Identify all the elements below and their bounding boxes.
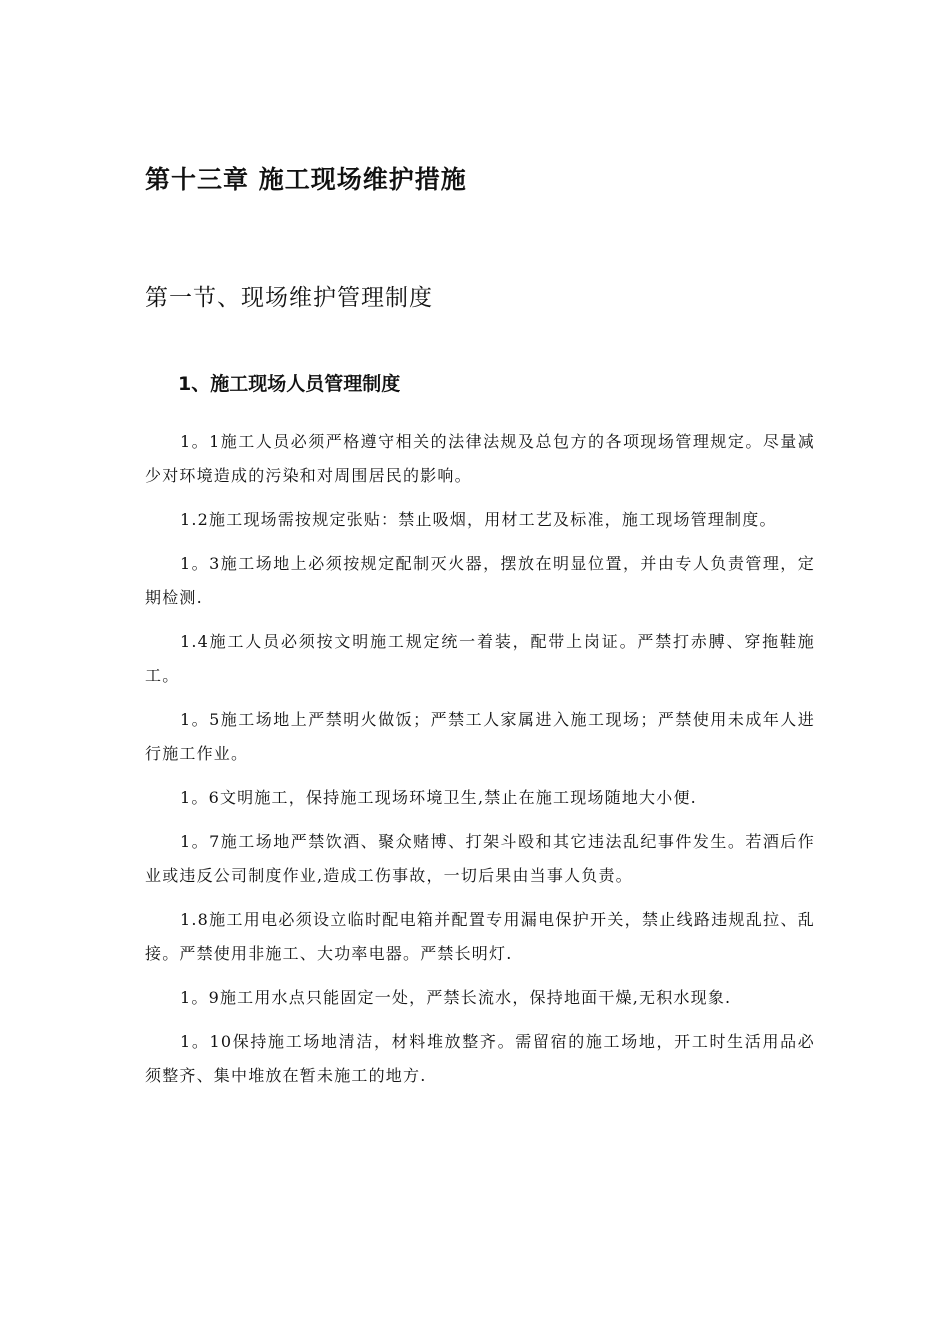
clause-1-1: 1。1施工人员必须严格遵守相关的法律法规及总包方的各项现场管理规定。尽量减少对环境造成的污染和对周围居民的影响。 (145, 432, 815, 485)
clause-1-9: 1。9施工用水点只能固定一处，严禁长流水，保持地面干燥,无积水现象. (180, 988, 732, 1007)
clause-1-2: 1.2施工现场需按规定张贴：禁止吸烟，用材工艺及标准，施工现场管理制度。 (180, 510, 777, 529)
clause-1-3: 1。3施工场地上必须按规定配制灭火器，摆放在明显位置，并由专人负责管理，定期检测. (145, 554, 815, 607)
clause-1-7: 1。7施工场地严禁饮酒、聚众赌博、打架斗殴和其它违法乱纪事件发生。若酒后作业或违反公司制度作业,造成工伤事故，一切后果由当事人负责。 (145, 832, 815, 885)
chapter-title: 第十三章 施工现场维护措施 (145, 165, 467, 194)
clause-1-5: 1。5施工场地上严禁明火做饭；严禁工人家属进入施工现场；严禁使用未成年人进行施工作业。 (145, 710, 815, 763)
clause-1-10: 1。10保持施工场地清洁，材料堆放整齐。需留宿的施工场地，开工时生活用品必须整齐、集中堆放在暂未施工的地方. (145, 1032, 815, 1085)
clause-1-6: 1。6文明施工，保持施工现场环境卫生,禁止在施工现场随地大小便. (180, 788, 697, 807)
subsection-title: 1、施工现场人员管理制度 (178, 373, 401, 395)
clause-1-4: 1.4施工人员必须按文明施工规定统一着装，配带上岗证。严禁打赤膊、穿拖鞋施工。 (145, 632, 815, 685)
clause-list (145, 425, 815, 1103)
clause-1-8: 1.8施工用电必须设立临时配电箱并配置专用漏电保护开关，禁止线路违规乱拉、乱接。严禁使用非施工、大功率电器。严禁长明灯. (145, 910, 815, 963)
section-title: 第一节、现场维护管理制度 (145, 285, 433, 311)
